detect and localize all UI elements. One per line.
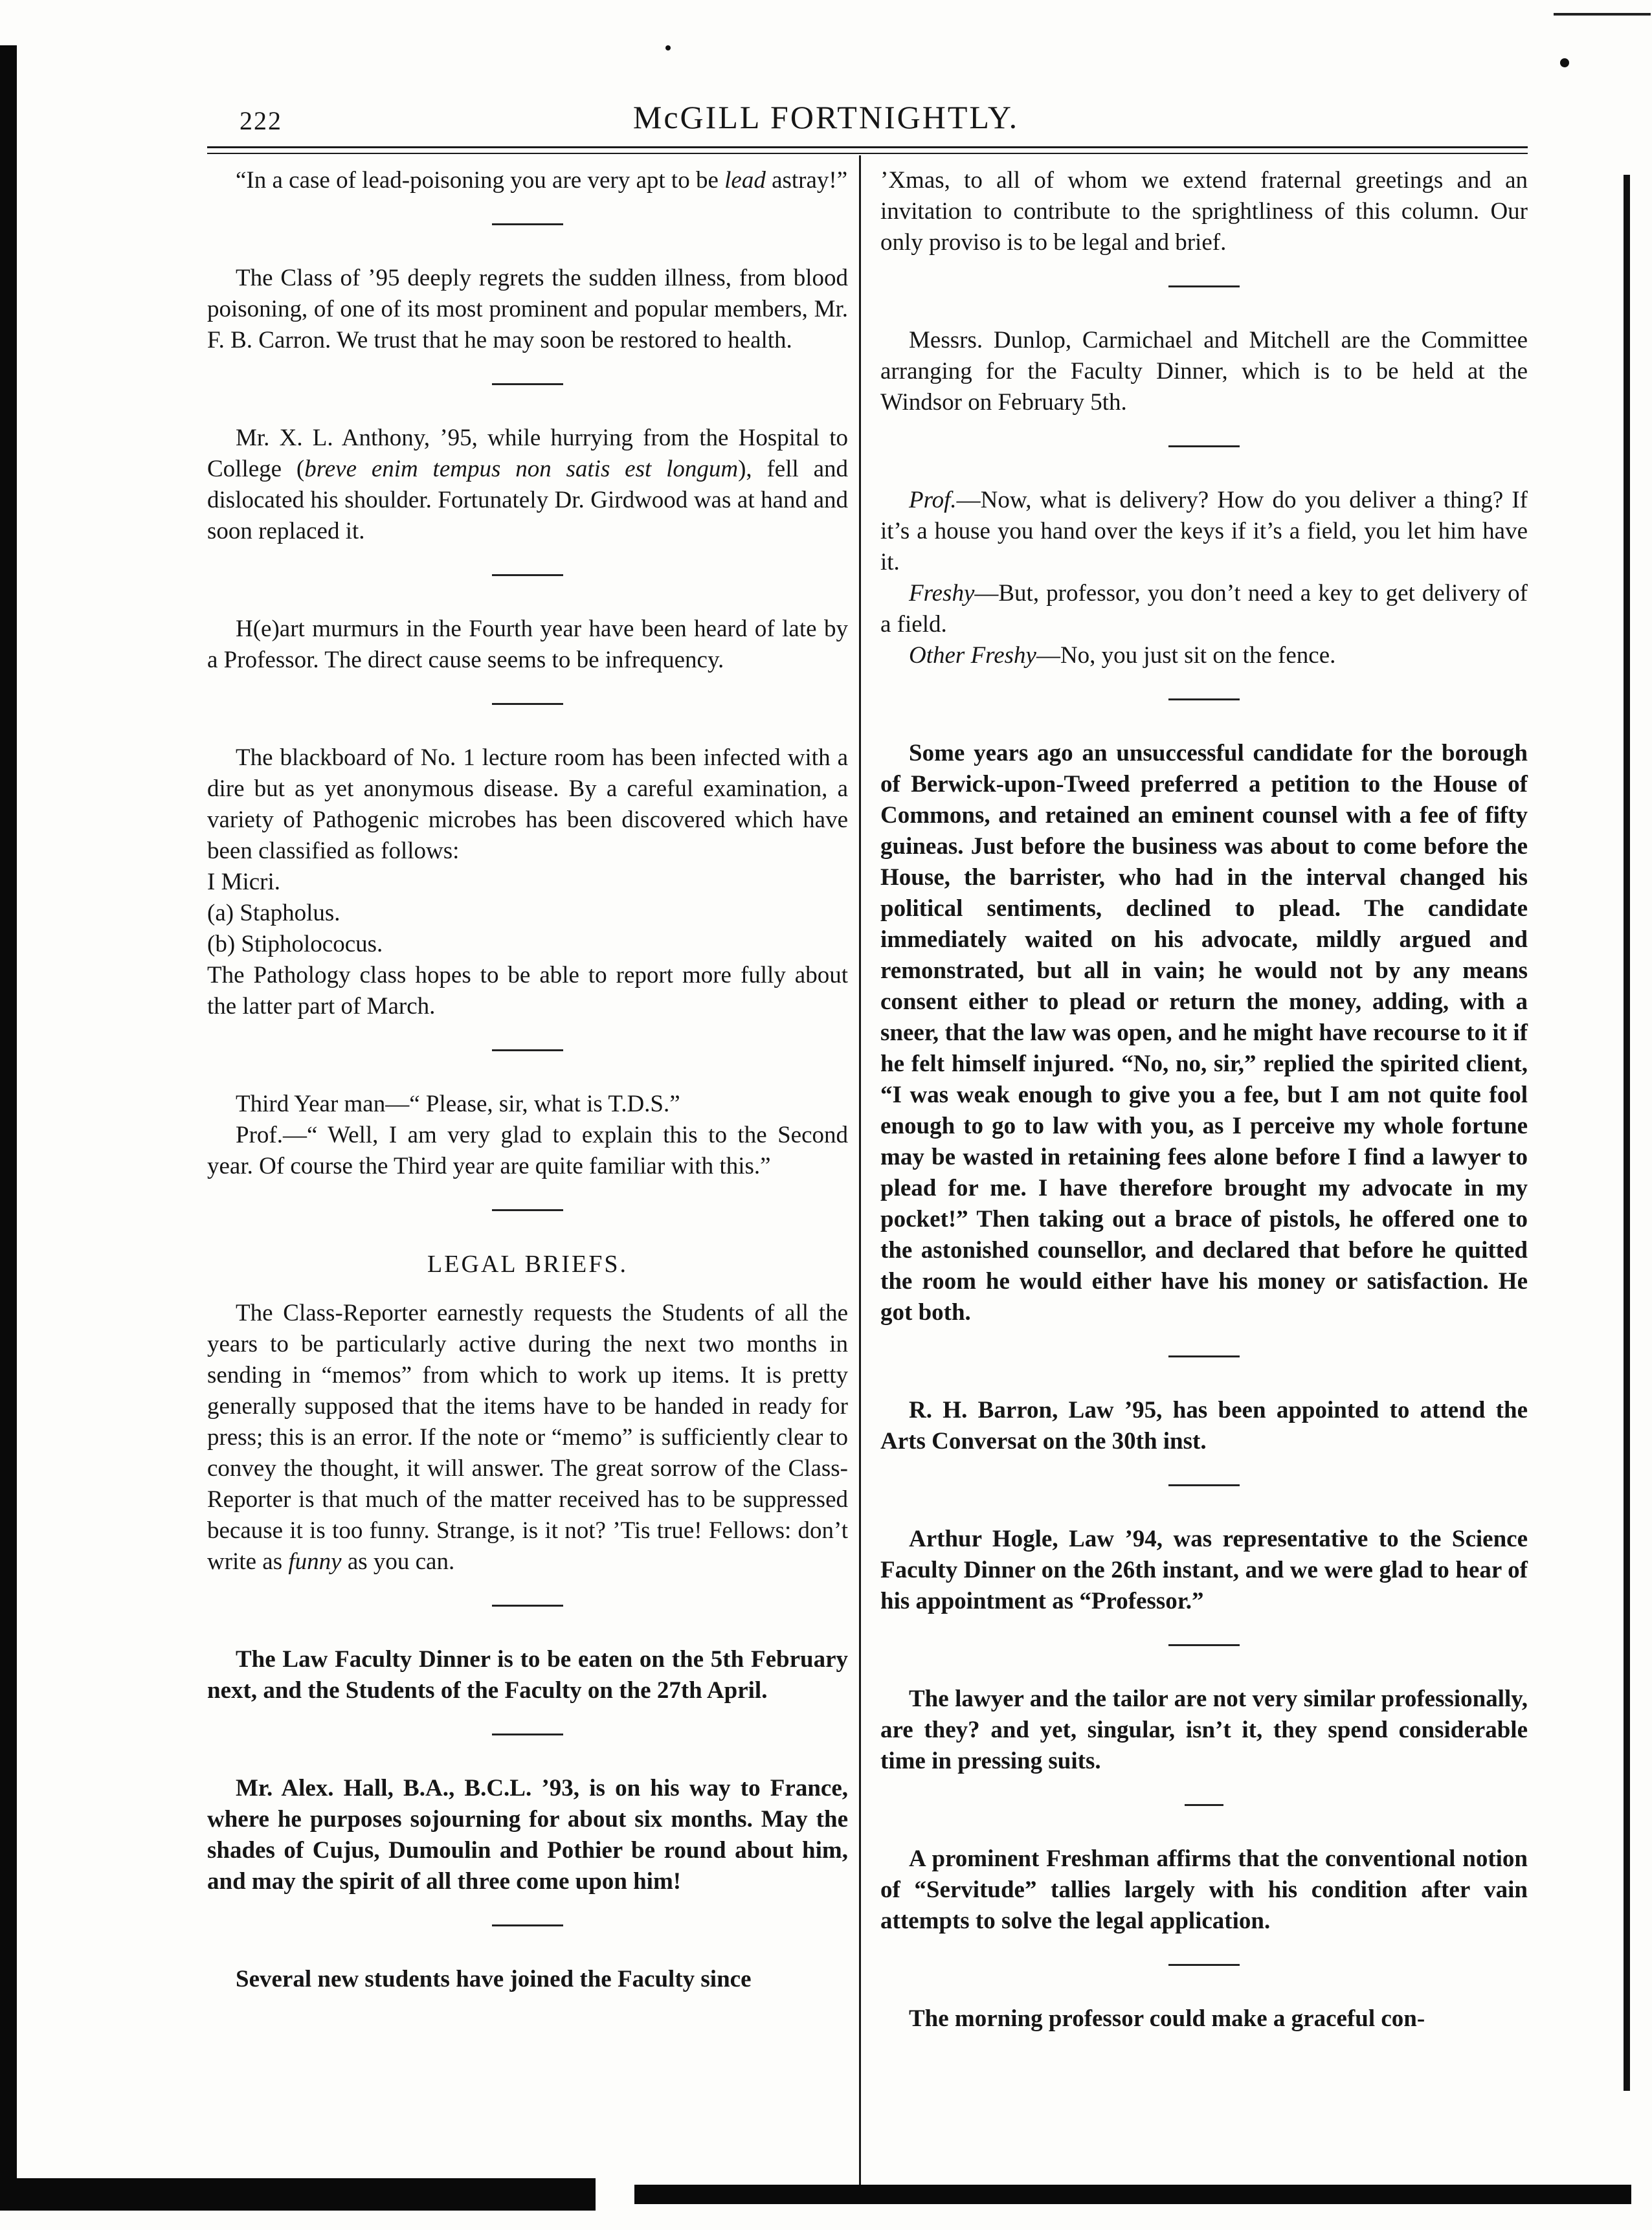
news-item: Arthur Hogle, Law ’94, was representative to the Science Faculty Dinner on the 26th instant, and we were glad to hear of his appointment as “Professor.” [880, 1526, 1528, 1614]
header-rule [207, 146, 1528, 148]
item-separator [1168, 698, 1240, 700]
section-heading: LEGAL BRIEFS. [427, 1251, 628, 1278]
scan-speck [665, 45, 671, 50]
news-item: ’Xmas, to all of whom we extend fraternal greetings and an invitation to contribute to the sprightliness of this column. Our only proviso is to be legal and brief. [880, 167, 1528, 256]
news-item: “In a case of lead-poisoning you are very apt to be lead astray!” [236, 167, 848, 194]
item-separator [1168, 445, 1240, 447]
news-item: The Class-Reporter earnestly requests the Students of all the years to be particularly active during the next two months in sending in “memos” from which to work up items. It is pretty generally supposed that the items have to be handed in ready for press; this is an error. If the note or “memo” is sufficiently clear to convey the thought, it will answer. The great sorrow of the Class-Reporter is that much of the matter received has to be suppressed because it is too funny. Strange, is it not? ’Tis true! Fellows: don’t write as funny as you can. [207, 1300, 848, 1575]
news-item: Mr. Alex. Hall, B.A., B.C.L. ’93, is on his way to France, where he purposes sojourning for about six months. May the shades of Cujus, Dumoulin and Pothier be round about him, and may the spirit of all three come upon him! [207, 1775, 848, 1895]
scan-speck [1560, 58, 1569, 67]
scan-edge-bottom-right [634, 2185, 1631, 2204]
scan-edge-left [0, 45, 17, 2188]
news-item: The morning professor could make a graceful con- [909, 2005, 1425, 2032]
item-separator [492, 703, 563, 705]
item-separator [492, 1734, 563, 1735]
item-separator [492, 1605, 563, 1607]
column-divider [859, 155, 861, 2185]
item-separator [1168, 1484, 1240, 1486]
item-separator [492, 574, 563, 576]
left-column [207, 165, 848, 1995]
item-separator [492, 223, 563, 225]
news-item: A prominent Freshman affirms that the conventional notion of “Servitude” tallies largely with his condition after vain attempts to solve the legal application. [880, 1845, 1528, 1934]
item-separator [1185, 1804, 1223, 1806]
running-title: McGILL FORTNIGHTLY. [632, 99, 1020, 135]
news-item: Messrs. Dunlop, Carmichael and Mitchell are the Committee arranging for the Faculty Dinner, which is to be held at the Windsor on February 5th. [880, 327, 1528, 416]
item-separator [492, 1209, 563, 1211]
news-item: Mr. X. L. Anthony, ’95, while hurrying from the Hospital to College (breve enim tempus non satis est longum), fell and dislocated his shoulder. Fortunately Dr. Girdwood was at hand and soon replaced it. [207, 425, 849, 544]
news-item: Several new students have joined the Faculty since [236, 1966, 752, 1992]
scan-corner-line [1554, 13, 1651, 16]
news-item: The Law Faculty Dinner is to be eaten on the 5th February next, and the Students of the Faculty on the 27th April. [207, 1646, 848, 1704]
news-item: H(e)art murmurs in the Fourth year have been heard of late by a Professor. The direct cause seems to be infrequency. [207, 616, 848, 673]
item-separator [1168, 285, 1240, 287]
news-item: Prof.—Now, what is delivery? How do you deliver a thing? If it’s a house you hand over the keys if it’s a field, you let him have it. Freshy—But, professor, you don’t need a key to get delivery of a field. Other Freshy—No, you just sit on the fence. [880, 487, 1528, 669]
news-item: Some years ago an unsuccessful candidate for the borough of Berwick-upon-Tweed preferred a petition to the House of Commons, and retained an eminent counsel with a fee of fifty guineas. Just before the business was about to come before the House, the barrister, who had in the interval changed his political sentiments, declined to plead. The candidate immediately waited on his advocate, mildly argued and remonstrated, but all in vain; he would not by any means consent either to plead or return the money, adding, with a sneer, that the law was open, and he might have recourse to it if he felt himself injured. “No, no, sir,” replied the spirited client, “I was weak enough to give you a fee, but I am not quite fool enough to go to law with you, as I perceive my whole fortune may be wasted in retaining fees alone before I find a lawyer to plead for me. I have therefore brought my advocate in my pocket!” Then taking out a brace of pistols, he offered one to the astonished counsellor, and declared that before he quitted the room he would either have his money or satisfaction. He got both. [880, 740, 1528, 1326]
item-separator [492, 1049, 563, 1051]
item-separator [1168, 1964, 1240, 1966]
news-item: Third Year man—“ Please, sir, what is T.D.S.” Prof.—“ Well, I am very glad to explain this to the Second year. Of course the Third year are quite familiar with this.” [207, 1091, 848, 1179]
header-rule-thin [207, 153, 1528, 154]
news-item: The blackboard of No. 1 lecture room has been infected with a dire but as yet anonymous disease. By a careful examination, a variety of Pathogenic microbes has been discovered which have been classified as follows: I Micri. (a) Stapholus. (b) Stipholococus. The Pathology class hopes to be able to report more fully about the latter part of March. [207, 744, 848, 1020]
news-item: The Class of ’95 deeply regrets the sudden illness, from blood poisoning, of one of its most prominent and popular members, Mr. F. B. Carron. We trust that he may soon be restored to health. [207, 265, 848, 353]
page-number: 222 [240, 106, 282, 135]
news-item: R. H. Barron, Law ’95, has been appointed to attend the Arts Conversat on the 30th inst. [880, 1397, 1528, 1455]
item-separator [492, 1924, 563, 1926]
item-separator [1168, 1644, 1240, 1646]
item-separator [492, 383, 563, 385]
news-item: The lawyer and the tailor are not very similar professionally, are they? and yet, singular, isn’t it, they spend considerable time in pressing suits. [880, 1686, 1528, 1774]
scan-edge-bottom [0, 2178, 596, 2211]
item-separator [1168, 1355, 1240, 1357]
scan-edge-right [1624, 175, 1630, 2091]
right-column [880, 165, 1528, 2035]
